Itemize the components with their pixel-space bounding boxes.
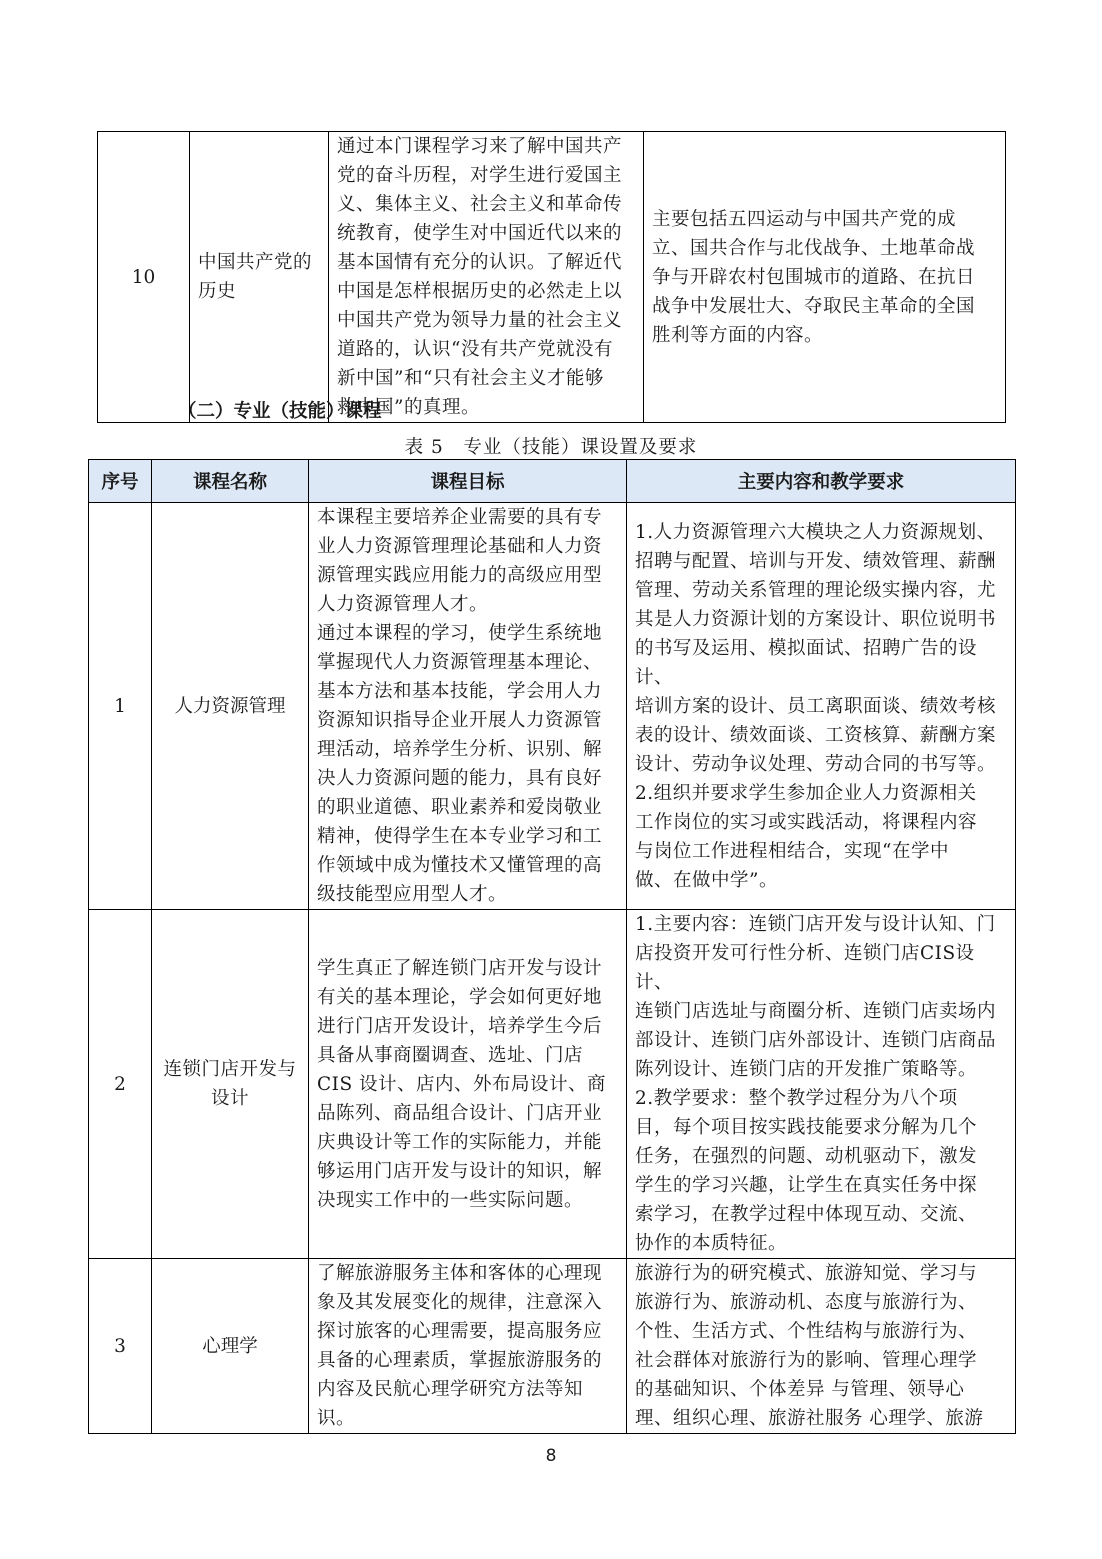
course-goal: 通过本门课程学习来了解中国共产 党的奋斗历程，对学生进行爱国主 义、集体主义、社会主义和革命传 统教育，使学生对中国近代以来的 基本国情有充分的认识。了解近代 中国是怎样根据历史的必然走上以 中国共产党为领导力量的社会主义 道路的，认识“没有共产党就没有 新中国”和“只有社会主义才能够 救中国”的真理。 [329, 132, 644, 423]
header-content: 主要内容和教学要求 [627, 460, 1016, 503]
course-name: 连锁门店开发与 设计 [152, 910, 309, 1259]
table-row [89, 1259, 1016, 1434]
section-heading: （二）专业（技能）课程 [178, 401, 382, 422]
course-goal: 了解旅游服务主体和客体的心理现 象及其发展变化的规律，注意深入 探讨旅客的心理需要，提高服务应 具备的心理素质，掌握旅游服务的 内容及民航心理学研究方法等知 识。 [309, 1259, 627, 1434]
table-row [89, 910, 1016, 1259]
course-name: 中国共产党的 历史 [190, 132, 329, 423]
course-goal: 学生真正了解连锁门店开发与设计 有关的基本理论，学会如何更好地 进行门店开发设计，培养学生今后 具备从事商圈调查、选址、门店 CIS 设计、店内、外布局设计、商 品陈列、商品组合设计、门店开业 庆典设计等工作的实际能力，并能 够运用门店开发与设计的知识，解 决现实工作中的一些实际问题。 [309, 910, 627, 1259]
table-header-row [89, 460, 1016, 503]
row-index: 10 [98, 132, 190, 423]
table-row [98, 132, 1006, 423]
course-content: 旅游行为的研究模式、旅游知觉、学习与 旅游行为、旅游动机、态度与旅游行为、 个性、生活方式、个性结构与旅游行为、 社会群体对旅游行为的影响、管理心理学 的基础知识、个体差异 与管理、领导心 理、组织心理、旅游社服务 心理学、旅游 [627, 1259, 1016, 1434]
course-name: 心理学 [152, 1259, 309, 1434]
professional-course-table [88, 459, 1016, 1434]
course-content: 主要包括五四运动与中国共产党的成 立、国共合作与北伐战争、土地革命战 争与开辟农村包围城市的道路、在抗日 战争中发展壮大、夺取民主革命的全国 胜利等方面的内容。 [644, 132, 1006, 423]
row-index: 3 [89, 1259, 152, 1434]
table-caption: 表 5 专业（技能）课设置及要求 [404, 437, 698, 458]
table-row [89, 503, 1016, 910]
course-content: 1.人力资源管理六大模块之人力资源规划、 招聘与配置、培训与开发、绩效管理、薪酬 管理、劳动关系管理的理论级实操内容，尤 其是人力资源计划的方案设计、职位说明书 的书写及运用、模拟面试、招聘广告的设计、 培训方案的设计、员工离职面谈、绩效考核 表的设计、绩效面谈、工资核算、薪酬方案 设计、劳动争议处理、劳动合同的书写等。 2.组织并要求学生参加企业人力资源相关 工作岗位的实习或实践活动，将课程内容 与岗位工作进程相结合，实现“在学中 做、在做中学”。 [627, 503, 1016, 910]
course-goal: 本课程主要培养企业需要的具有专 业人力资源管理理论基础和人力资 源管理实践应用能力的高级应用型 人力资源管理人才。 通过本课程的学习，使学生系统地 掌握现代人力资源管理基本理论、 基本方法和基本技能，学会用人力 资源知识指导企业开展人力资源管 理活动，培养学生分析、识别、解 决人力资源问题的能力，具有良好 的职业道德、职业素养和爱岗敬业 精神，使得学生在本专业学习和工 作领域中成为懂技术又懂管理的高 级技能型应用型人才。 [309, 503, 627, 910]
row-index: 2 [89, 910, 152, 1259]
row-index: 1 [89, 503, 152, 910]
course-content: 1.主要内容：连锁门店开发与设计认知、门 店投资开发可行性分析、连锁门店CIS设计、 连锁门店选址与商圈分析、连锁门店卖场内 部设计、连锁门店外部设计、连锁门店商品 陈列设计、连锁门店的开发推广策略等。 2.教学要求：整个教学过程分为八个项 目，每个项目按实践技能要求分解为几个 任务，在强烈的问题、动机驱动下，激发 学生的学习兴趣，让学生在真实任务中探 索学习，在教学过程中体现互动、交流、 协作的本质特征。 [627, 910, 1016, 1259]
header-goal: 课程目标 [309, 460, 627, 503]
header-name: 课程名称 [152, 460, 309, 503]
top-course-table [97, 131, 1006, 423]
course-name: 人力资源管理 [152, 503, 309, 910]
header-index: 序号 [89, 460, 152, 503]
page-number: 8 [545, 1446, 557, 1466]
